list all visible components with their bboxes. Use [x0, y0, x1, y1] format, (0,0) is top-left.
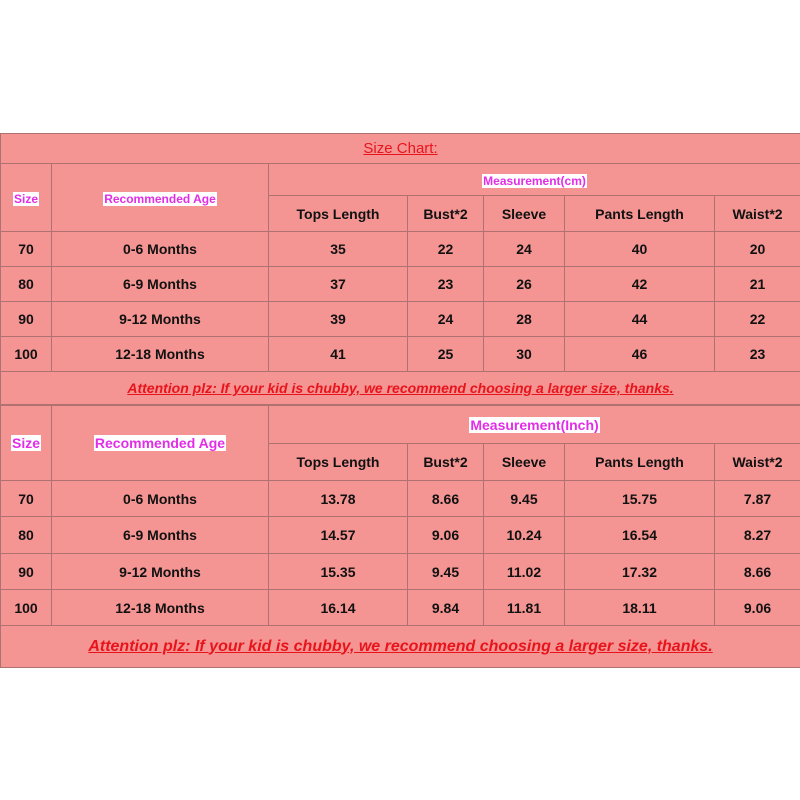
value-cell: 22	[715, 302, 800, 337]
table-row	[1, 554, 800, 590]
column-header: Waist*2	[715, 444, 800, 481]
chubby-note: Attention plz: If your kid is chubby, we recommend choosing a larger size, thanks.	[1, 626, 800, 668]
age-cell: 0-6 Months	[52, 232, 269, 267]
measurement-header-cell	[269, 406, 800, 444]
measurement-header: Measurement(cm)	[483, 173, 586, 188]
age-header-cell	[52, 406, 269, 481]
table-row	[1, 232, 800, 267]
value-cell: 24	[484, 232, 565, 267]
value-cell: 21	[715, 267, 800, 302]
value-cell: 39	[269, 302, 408, 337]
size-header-cell	[1, 164, 52, 232]
value-cell: 23	[715, 337, 800, 372]
value-cell: 16.14	[269, 590, 408, 626]
age-header: Recommended Age	[104, 191, 216, 206]
value-cell: 28	[484, 302, 565, 337]
table-row	[1, 337, 800, 372]
column-header: Bust*2	[408, 444, 484, 481]
size-cell: 70	[1, 481, 52, 517]
value-cell: 42	[565, 267, 715, 302]
value-cell: 8.66	[408, 481, 484, 517]
size-chart	[0, 133, 800, 667]
value-cell: 40	[565, 232, 715, 267]
value-cell: 9.84	[408, 590, 484, 626]
age-header-cell	[52, 164, 269, 232]
table-row	[1, 302, 800, 337]
column-header: Pants Length	[565, 196, 715, 232]
value-cell: 22	[408, 232, 484, 267]
value-cell: 7.87	[715, 481, 800, 517]
measurement-header: Measurement(Inch)	[470, 416, 599, 433]
table-row	[1, 590, 800, 626]
size-cell: 70	[1, 232, 52, 267]
value-cell: 13.78	[269, 481, 408, 517]
column-header: Pants Length	[565, 444, 715, 481]
value-cell: 25	[408, 337, 484, 372]
age-header: Recommended Age	[94, 435, 226, 451]
age-cell: 12-18 Months	[52, 590, 269, 626]
value-cell: 10.24	[484, 517, 565, 554]
column-header: Tops Length	[269, 196, 408, 232]
value-cell: 11.02	[484, 554, 565, 590]
value-cell: 8.27	[715, 517, 800, 554]
value-cell: 23	[408, 267, 484, 302]
chubby-note: Attention plz: If your kid is chubby, we recommend choosing a larger size, thanks.	[1, 372, 800, 405]
age-cell: 6-9 Months	[52, 267, 269, 302]
value-cell: 14.57	[269, 517, 408, 554]
measurement-header-cell	[269, 164, 800, 196]
value-cell: 16.54	[565, 517, 715, 554]
table-row	[1, 481, 800, 517]
value-cell: 46	[565, 337, 715, 372]
value-cell: 24	[408, 302, 484, 337]
size-cell: 90	[1, 302, 52, 337]
value-cell: 44	[565, 302, 715, 337]
table-row	[1, 267, 800, 302]
size-table-inch	[0, 405, 800, 668]
value-cell: 9.45	[484, 481, 565, 517]
value-cell: 9.45	[408, 554, 484, 590]
value-cell: 41	[269, 337, 408, 372]
table-row	[1, 517, 800, 554]
value-cell: 15.35	[269, 554, 408, 590]
value-cell: 8.66	[715, 554, 800, 590]
value-cell: 18.11	[565, 590, 715, 626]
size-cell: 100	[1, 337, 52, 372]
column-header: Sleeve	[484, 196, 565, 232]
value-cell: 20	[715, 232, 800, 267]
value-cell: 17.32	[565, 554, 715, 590]
age-cell: 0-6 Months	[52, 481, 269, 517]
column-header: Waist*2	[715, 196, 800, 232]
value-cell: 9.06	[408, 517, 484, 554]
size-header: Size	[11, 435, 40, 451]
value-cell: 35	[269, 232, 408, 267]
size-cell: 80	[1, 517, 52, 554]
column-header: Tops Length	[269, 444, 408, 481]
column-header: Bust*2	[408, 196, 484, 232]
column-header: Sleeve	[484, 444, 565, 481]
size-cell: 100	[1, 590, 52, 626]
chart-title: Size Chart:	[1, 134, 800, 164]
age-cell: 9-12 Months	[52, 302, 269, 337]
value-cell: 11.81	[484, 590, 565, 626]
size-cell: 90	[1, 554, 52, 590]
size-cell: 80	[1, 267, 52, 302]
value-cell: 37	[269, 267, 408, 302]
size-header: Size	[13, 191, 38, 206]
value-cell: 15.75	[565, 481, 715, 517]
value-cell: 9.06	[715, 590, 800, 626]
age-cell: 6-9 Months	[52, 517, 269, 554]
age-cell: 9-12 Months	[52, 554, 269, 590]
age-cell: 12-18 Months	[52, 337, 269, 372]
size-header-cell	[1, 406, 52, 481]
value-cell: 26	[484, 267, 565, 302]
value-cell: 30	[484, 337, 565, 372]
size-table-cm	[0, 133, 800, 405]
